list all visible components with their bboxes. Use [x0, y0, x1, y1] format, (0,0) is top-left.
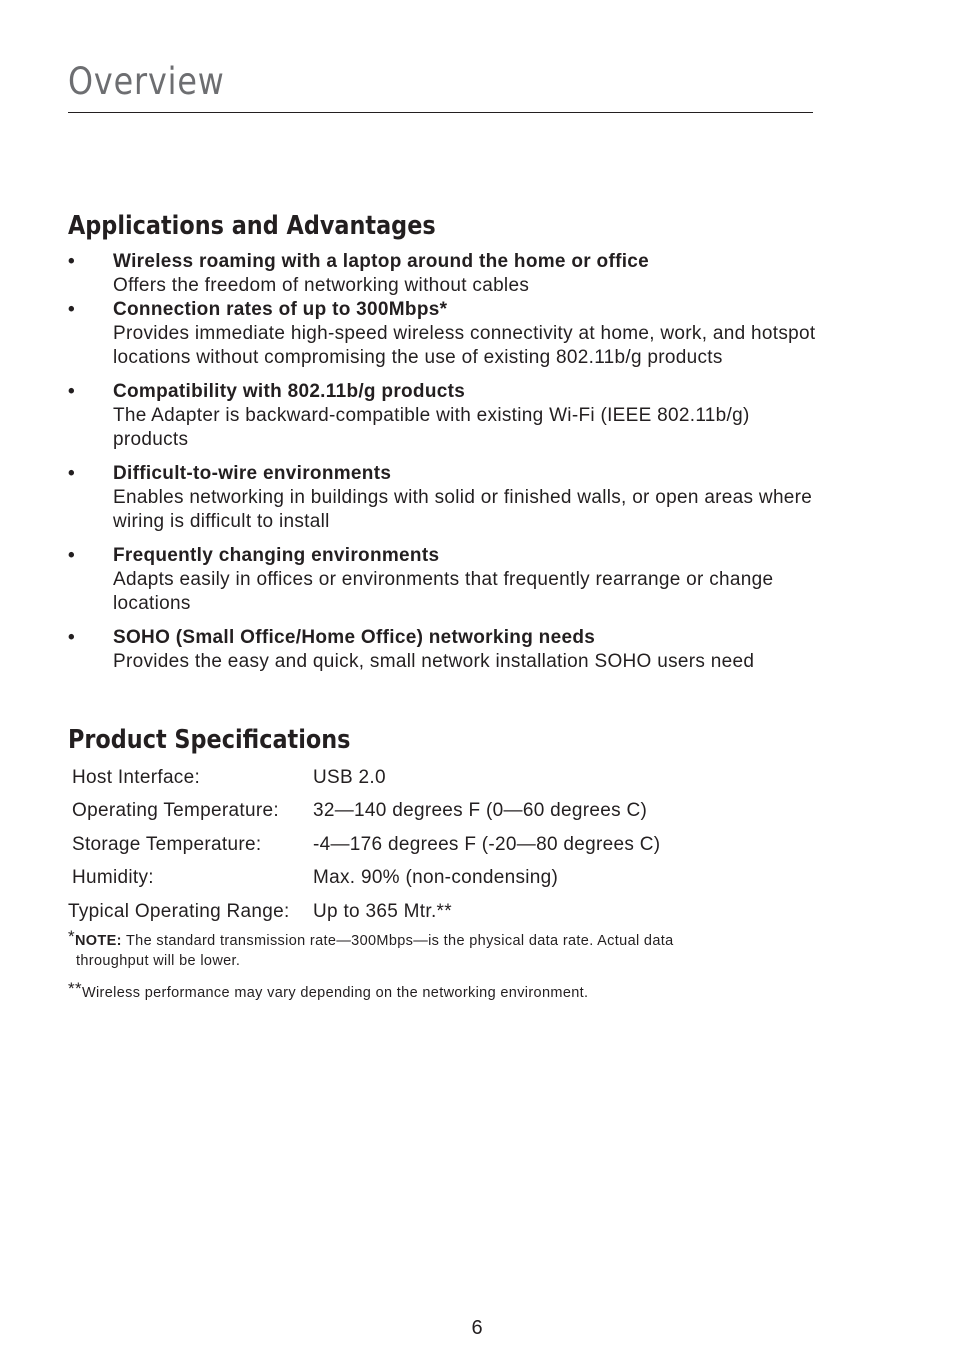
spec-value: Max. 90% (non-condensing) [313, 867, 559, 889]
bullet-icon: • [68, 381, 75, 402]
bullet-icon: • [68, 299, 75, 320]
item-description: Offers the freedom of networking without cables [113, 275, 530, 296]
list-item [68, 380, 828, 452]
item-description: Provides the easy and quick, small network installation SOHO users need [113, 651, 755, 672]
item-description: Provides immediate high-speed wireless connectivity at home, work, and hotspot locations without compromising the use of existing 802.11b/g products [113, 323, 816, 368]
spec-label: Typical Operating Range: [68, 900, 290, 922]
item-description: The Adapter is backward-compatible with existing Wi-Fi (IEEE 802.11b/g) products [113, 405, 750, 450]
footnote-note [68, 927, 788, 971]
applications-list [68, 250, 828, 674]
bullet-icon: • [68, 251, 75, 272]
item-title: Difficult-to-wire environments [113, 463, 392, 484]
bullet-icon: • [68, 627, 75, 648]
item-title: Wireless roaming with a laptop around the home or office [113, 251, 650, 272]
spec-value: Up to 365 Mtr.** [313, 900, 452, 922]
footnote-performance [68, 979, 788, 1003]
spec-label: Storage Temperature: [72, 833, 262, 855]
item-title: SOHO (Small Office/Home Office) networking needs [113, 627, 596, 648]
spec-label: Humidity: [72, 867, 154, 889]
item-description: Adapts easily in offices or environments that frequently rearrange or change locations [113, 569, 774, 614]
item-title: Frequently changing environments [113, 545, 440, 566]
spec-label: Host Interface: [72, 767, 201, 788]
footnote-text: The standard transmission rate—300Mbps—is the physical data rate. Actual data [121, 933, 674, 949]
list-item [68, 250, 828, 298]
footnote-text-continued: throughput will be lower. [76, 953, 241, 969]
title-divider [68, 112, 813, 113]
page-title: Overview [68, 60, 225, 103]
footnote-text: Wireless performance may vary depending on the networking environment. [81, 985, 589, 1001]
specifications-heading: Product Specifications [68, 725, 351, 755]
applications-heading: Applications and Advantages [68, 211, 436, 241]
list-item [68, 626, 828, 674]
spec-value: -4—176 degrees F (-20—80 degrees C) [313, 833, 661, 855]
item-description: Enables networking in buildings with solid or finished walls, or open areas where wiring is difficult to install [113, 487, 813, 532]
bullet-icon: • [68, 545, 75, 566]
bullet-icon: • [68, 463, 75, 484]
spec-value: 32—140 degrees F (0—60 degrees C) [313, 800, 648, 822]
list-item [68, 298, 828, 370]
footnote-marker: * [68, 927, 75, 946]
item-title: Connection rates of up to 300Mbps* [113, 299, 448, 320]
footnote-marker: ** [68, 979, 82, 998]
list-item [68, 462, 828, 534]
item-title: Compatibility with 802.11b/g products [113, 381, 466, 402]
spec-label: Operating Temperature: [72, 800, 279, 822]
page-number: 6 [471, 1317, 483, 1339]
list-item [68, 544, 828, 616]
footnote-label: NOTE: [74, 933, 122, 949]
spec-value: USB 2.0 [313, 767, 386, 788]
